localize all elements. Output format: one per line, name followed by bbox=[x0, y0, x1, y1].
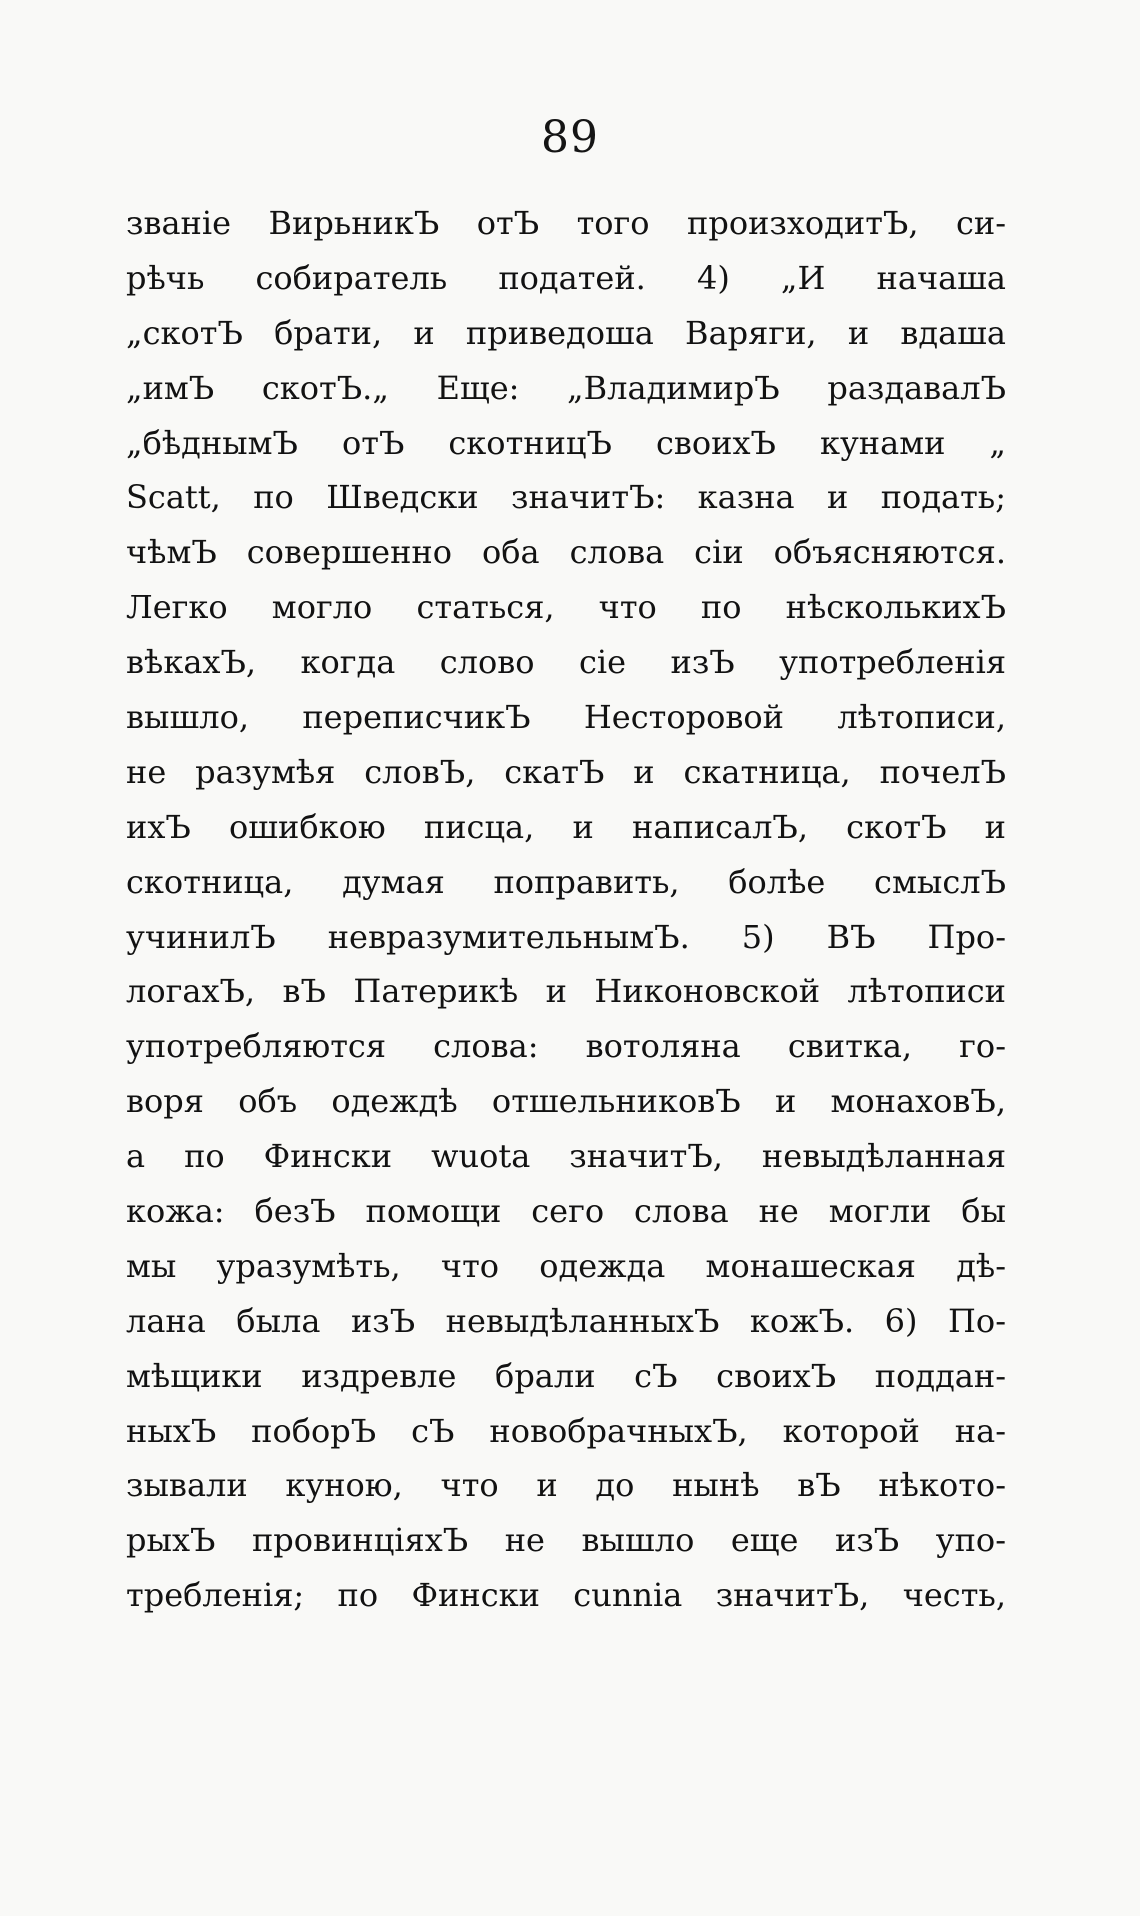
text-line: ныхЪ поборЪ сЪ новобрачныхЪ, которой на- bbox=[126, 1411, 1006, 1450]
text-line: „бѣднымЪ отЪ скотницЪ своихЪ кунами „ bbox=[126, 423, 1006, 462]
text-line: зывали куною, что и до нынѣ вЪ нѣкото- bbox=[126, 1466, 1006, 1505]
text-line: Легко могло статься, что по нѣсколькихЪ bbox=[126, 588, 1006, 627]
text-line: Scatt, по Шведски значитЪ: казна и подать; bbox=[126, 478, 1006, 517]
text-line: не разумѣя словЪ, скатЪ и скатница, почелЪ bbox=[126, 752, 1006, 791]
text-line: вышло, переписчикЪ Несторовой лѣтописи, bbox=[126, 698, 1006, 737]
text-line: „имЪ скотЪ.„ Еще: „ВладимирЪ раздавалЪ bbox=[126, 368, 1006, 407]
text-line: требленія; по Фински cunnia значитЪ, честь, bbox=[126, 1576, 1006, 1615]
text-line: мѣщики издревле брали сЪ своихЪ поддан- bbox=[126, 1356, 1006, 1395]
text-line: рѣчь собиратель податей. 4) „И начаша bbox=[126, 258, 1006, 297]
text-line: ихЪ ошибкою писца, и написалЪ, скотЪ и bbox=[126, 807, 1006, 846]
body-text bbox=[126, 196, 1006, 1623]
text-line: чѣмЪ совершенно оба слова сіи объясняются. bbox=[126, 533, 1006, 572]
text-line: рыхЪ провинціяхЪ не вышло еще изЪ упо- bbox=[126, 1521, 1006, 1560]
text-line: употребляются слова: вотоляна свитка, го- bbox=[126, 1027, 1006, 1066]
text-line: скотница, думая поправить, болѣе смыслЪ bbox=[126, 862, 1006, 901]
text-line: лана была изЪ невыдѣланныхЪ кожЪ. 6) По- bbox=[126, 1301, 1006, 1340]
text-line: кожа: безЪ помощи сего слова не могли бы bbox=[126, 1192, 1006, 1231]
text-line: а по Фински wuota значитЪ, невыдѣланная bbox=[126, 1137, 1006, 1176]
text-line: учинилЪ невразумительнымЪ. 5) ВЪ Про- bbox=[126, 917, 1006, 956]
page-number: 89 bbox=[541, 112, 599, 163]
text-line: мы уразумѣть, что одежда монашеская дѣ- bbox=[126, 1246, 1006, 1285]
text-line: „скотЪ брати, и приведоша Варяги, и вдаша bbox=[126, 313, 1006, 352]
text-line: званіе ВирьникЪ отЪ того произходитЪ, си- bbox=[126, 204, 1006, 242]
text-line: воря объ одеждѣ отшельниковЪ и монаховЪ, bbox=[126, 1082, 1006, 1121]
text-line: вѣкахЪ, когда слово сіе изЪ употребленія bbox=[126, 643, 1006, 682]
text-line: логахЪ, вЪ Патерикѣ и Никоновской лѣтописи bbox=[126, 972, 1006, 1011]
